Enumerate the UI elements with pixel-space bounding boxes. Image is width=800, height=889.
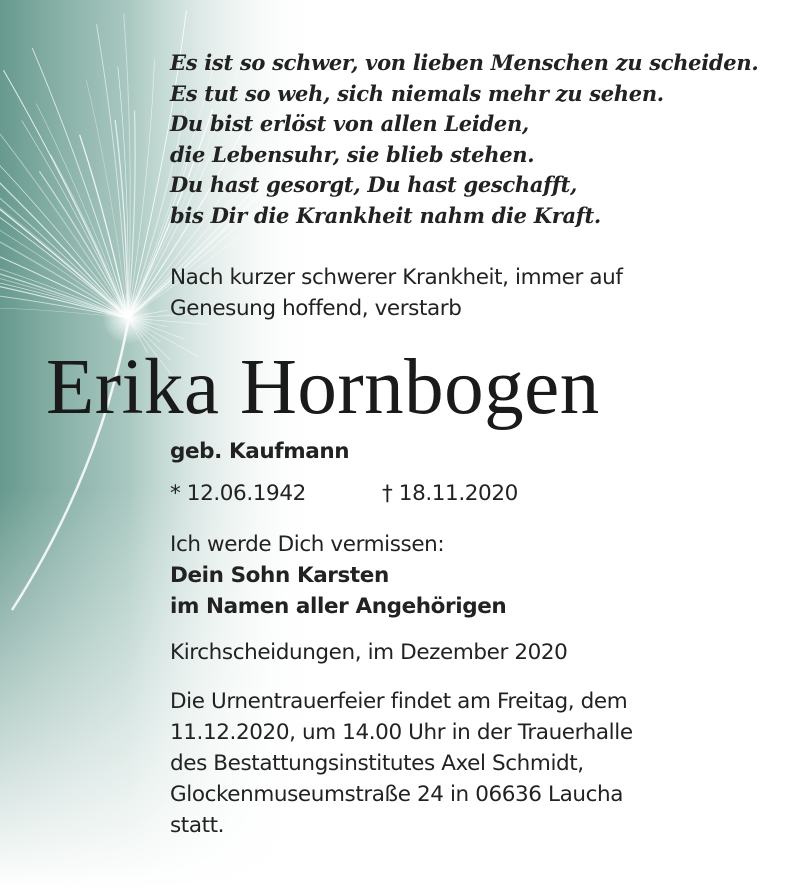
- ceremony-line: 11.12.2020, um 14.00 Uhr in der Trauerhalle: [170, 720, 633, 745]
- mourner-line: Dein Sohn Karsten: [170, 563, 389, 588]
- mourner-line: im Namen aller Angehörigen: [170, 594, 507, 619]
- poem-line: die Lebensuhr, sie blieb stehen.: [170, 141, 535, 167]
- place-and-date: Kirchscheidungen, im Dezember 2020: [170, 640, 568, 665]
- funeral-ceremony-info: [170, 686, 633, 841]
- birth-date: * 12.06.1942: [170, 481, 306, 506]
- poem-line: Du bist erlöst von allen Leiden,: [170, 111, 529, 136]
- intro-line: Nach kurzer schwerer Krankheit, immer auf: [170, 265, 623, 290]
- ceremony-line: statt.: [170, 813, 225, 838]
- ceremony-line: des Bestattungsinstitutes Axel Schmidt,: [170, 751, 584, 776]
- poem-line: Es ist so schwer, von lieben Menschen zu scheiden.: [170, 50, 759, 75]
- poem-line: Du hast gesorgt, Du hast geschafft,: [170, 172, 578, 197]
- mourners-intro: Ich werde Dich vermissen:: [170, 532, 445, 557]
- mourners: [170, 529, 506, 622]
- death-date: † 18.11.2020: [382, 481, 518, 506]
- memorial-poem: [170, 48, 758, 231]
- death-announcement-text: [170, 262, 623, 324]
- ceremony-line: Glockenmuseumstraße 24 in 06636 Laucha: [170, 782, 624, 807]
- intro-line: Genesung hoffend, verstarb: [170, 296, 462, 321]
- deceased-name: Erika Hornbogen: [46, 344, 600, 431]
- ceremony-line: Die Urnentrauerfeier findet am Freitag, dem: [170, 689, 628, 714]
- poem-line: bis Dir die Krankheit nahm die Kraft.: [170, 202, 601, 228]
- life-dates: [170, 478, 518, 509]
- poem-line: Es tut so weh, sich niemals mehr zu sehen.: [170, 80, 664, 106]
- maiden-name: geb. Kaufmann: [170, 439, 350, 464]
